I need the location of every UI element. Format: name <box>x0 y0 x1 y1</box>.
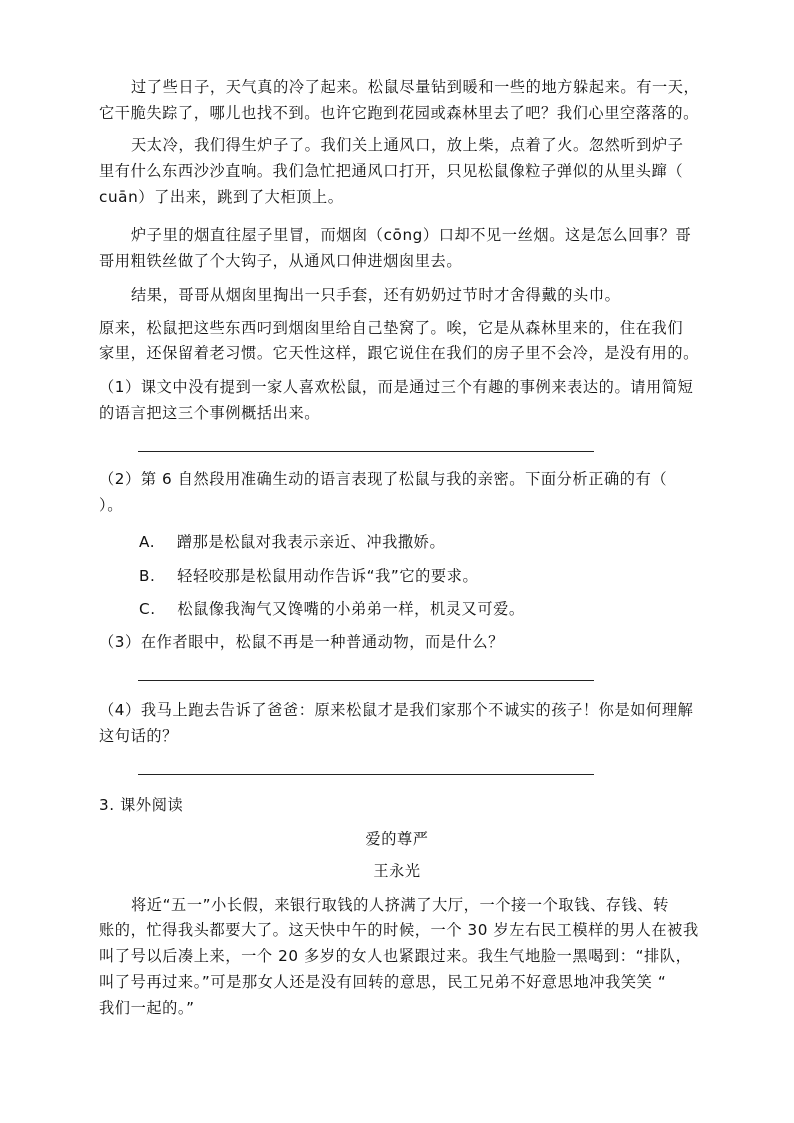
option-c[interactable] <box>139 599 743 619</box>
question-1-line2: 的语言把这三个事例概括出来。 <box>99 404 321 422</box>
option-c-text: 松鼠像我淘气又馋嘴的小弟弟一样，机灵又可爱。 <box>177 600 525 618</box>
option-c-letter: C. <box>139 600 156 618</box>
article-p1-line5: 我们一起的。” <box>99 999 195 1017</box>
question-1-line1: （1）课文中没有提到一家人喜欢松鼠，而是通过三个有趣的事例来表达的。请用简短 <box>99 378 694 396</box>
question-4-line2: 这句话的？ <box>99 727 178 745</box>
article-p1-line4: 叫了号再过来。”可是那女人还是没有回转的意思，民工兄弟不好意思地冲我笑笑 “ <box>99 973 667 991</box>
article-p1-line3: 叫了号以后凑上来，一个 20 多岁的女人也紧跟过来。我生气地脸一黑喝到：“排队， <box>99 947 692 965</box>
article-p1-line1: 将近“五一”小长假，来银行取钱的人挤满了大厅，一个接一个取钱、存钱、转 <box>131 896 669 914</box>
story-p1-line1: 过了些日子，天气真的冷了起来。松鼠尽量钻到暖和一些的地方躲起来。有一天， <box>131 78 700 96</box>
article-p1-line2: 账的，忙得我头都要大了。这天快中午的时候，一个 30 岁左右民工模样的男人在被我 <box>99 921 699 939</box>
question-2-line1: （2）第 6 自然段用准确生动的语言表现了松鼠与我的亲密。下面分析正确的有（ <box>99 470 668 488</box>
article-title: 爱的尊严 <box>365 830 429 848</box>
answer-line-q3[interactable] <box>138 680 594 681</box>
question-3: （3）在作者眼中，松鼠不再是一种普通动物，而是什么？ <box>99 633 504 651</box>
story-p2-line3: cuān）了出来，跳到了大柜顶上。 <box>99 188 344 206</box>
story-p5-line2: 家里，还保留着老习惯。它天性这样，跟它说住在我们的房子里不会冷，是没有用的。 <box>99 344 699 362</box>
option-a[interactable] <box>139 532 743 552</box>
option-b[interactable] <box>139 566 743 586</box>
story-p2-line2: 里有什么东西沙沙直响。我们急忙把通风口打开，只见松鼠像粒子弹似的从里头蹿（ <box>99 162 684 180</box>
story-p1-line2: 它干脆失踪了，哪儿也找不到。也许它跑到花园或森林里去了吧？我们心里空落落的。 <box>99 104 699 122</box>
answer-line-q4[interactable] <box>138 774 594 775</box>
option-b-letter: B. <box>139 567 156 585</box>
option-a-text: 蹭那是松鼠对我表示亲近、冲我撒娇。 <box>176 533 446 551</box>
option-b-text: 轻轻咬那是松鼠用动作告诉“我”它的要求。 <box>177 567 479 585</box>
story-p5-line1: 原来，松鼠把这些东西叼到烟囱里给自己垫窝了。唉，它是从森林里来的，住在我们 <box>99 319 684 337</box>
section-heading: 3. 课外阅读 <box>99 796 184 814</box>
answer-line-q1[interactable] <box>138 451 594 452</box>
story-p2-line1: 天太冷，我们得生炉子了。我们关上通风口，放上柴，点着了火。忽然听到炉子 <box>131 136 684 154</box>
story-p3-line1: 炉子里的烟直往屋子里冒，而烟囱（cōng）口却不见一丝烟。这是怎么回事？哥 <box>131 226 692 244</box>
article-author: 王永光 <box>373 862 421 880</box>
question-2-line2: ）。 <box>99 496 123 514</box>
story-p3-line2: 哥用粗铁丝做了个大钩子，从通风口伸进烟囱里去。 <box>99 252 463 270</box>
story-p4-line1: 结果，哥哥从烟囱里掏出一只手套，还有奶奶过节时才舍得戴的头巾。 <box>131 286 621 304</box>
option-a-letter: A. <box>139 533 156 551</box>
question-4-line1: （4）我马上跑去告诉了爸爸：原来松鼠才是我们家那个不诚实的孩子！你是如何理解 <box>99 701 694 719</box>
